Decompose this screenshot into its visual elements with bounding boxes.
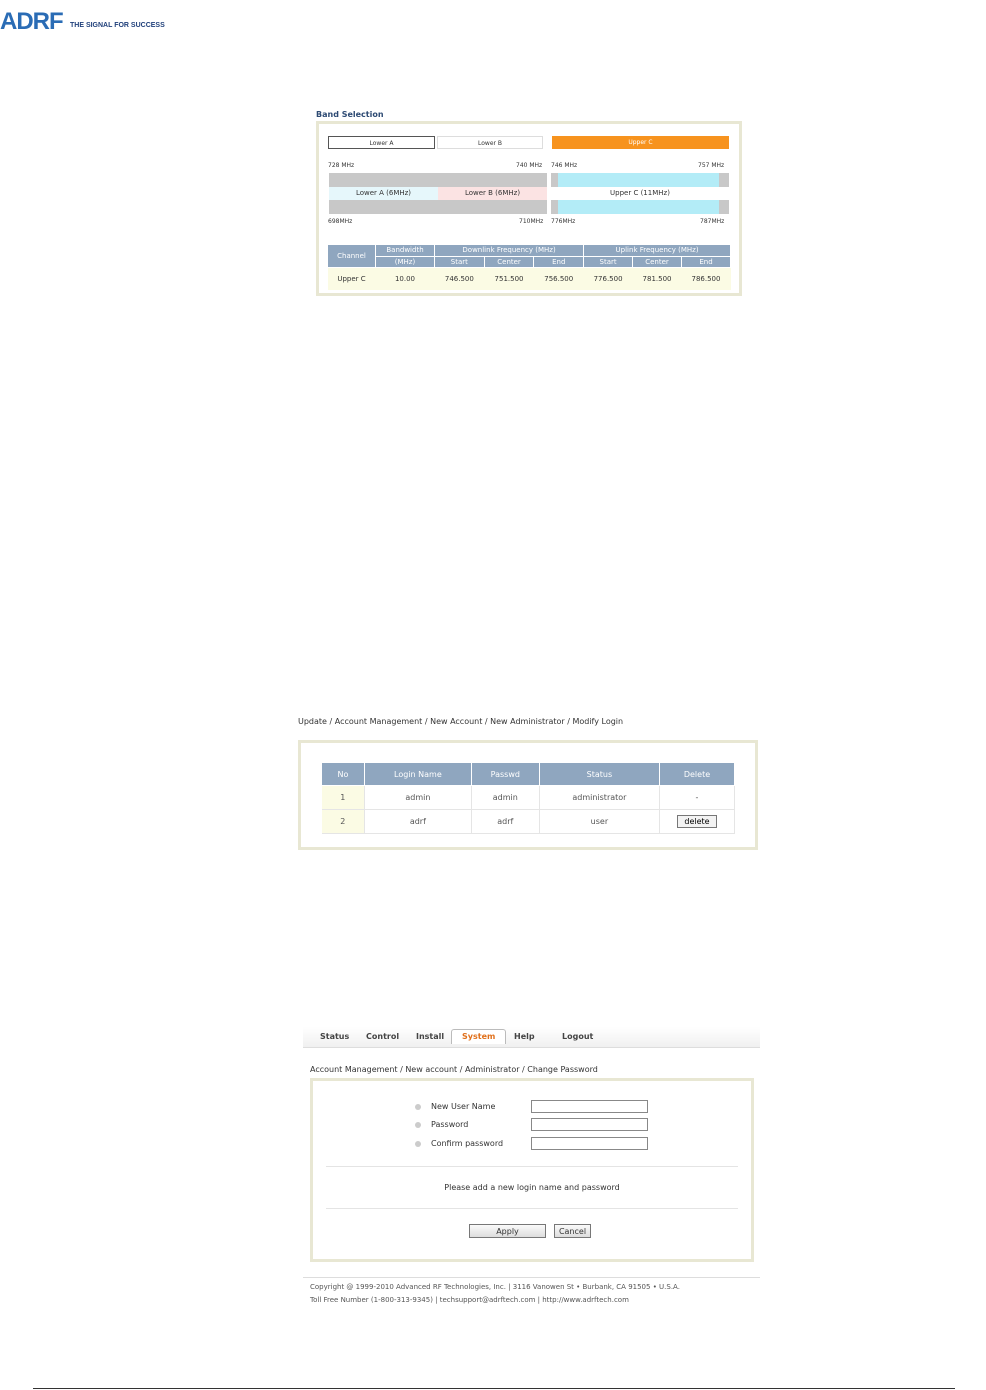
cell-bandwidth: 10.00: [376, 268, 435, 291]
freq-label-740: 740 MHz: [516, 162, 543, 169]
header-downlink: Downlink Frequency (MHz): [435, 245, 584, 257]
upper-c-button[interactable]: Upper C: [552, 136, 729, 149]
cell-login: admin: [365, 786, 472, 810]
confirm-password-input[interactable]: [531, 1137, 648, 1150]
footer-copyright: Copyright @ 1999-2010 Advanced RF Technologies, Inc. | 3116 Vanowen St • Burbank, CA 91505 • U.S.A.: [310, 1283, 680, 1291]
channel-table: [327, 244, 731, 290]
cell-no: 2: [322, 810, 365, 834]
header-status: Status: [539, 763, 659, 786]
lower-band-top-bar: [329, 173, 547, 187]
lower-a-segment: Lower A (6MHz): [329, 187, 438, 200]
upper-band-top-fill: [558, 173, 719, 187]
lower-b-button[interactable]: Lower B: [437, 136, 543, 149]
cell-dl-start: 746.500: [435, 268, 485, 291]
freq-label-698: 698MHz: [328, 218, 353, 225]
header-login-name: Login Name: [365, 763, 472, 786]
cell-status: user: [539, 810, 659, 834]
freq-label-746: 746 MHz: [551, 162, 578, 169]
form-message: Please add a new login name and password: [444, 1183, 620, 1192]
delete-button[interactable]: delete: [677, 815, 716, 828]
cell-passwd: admin: [471, 786, 539, 810]
breadcrumb: Update / Account Management / New Account / New Administrator / Modify Login: [298, 717, 624, 726]
freq-label-710: 710MHz: [519, 218, 544, 225]
table-row: [322, 810, 735, 834]
page-bottom-rule: [33, 1388, 955, 1389]
lower-band-bottom-bar: [329, 200, 547, 214]
confirm-password-label: Confirm password: [431, 1139, 504, 1148]
password-input[interactable]: [531, 1118, 648, 1131]
password-label: Password: [431, 1120, 469, 1129]
tab-system[interactable]: System: [451, 1029, 506, 1044]
header-passwd: Passwd: [471, 763, 539, 786]
tab-install[interactable]: Install: [416, 1032, 445, 1041]
header-ul-end: End: [682, 256, 731, 268]
cell-no: 1: [322, 786, 365, 810]
cell-ul-center: 781.500: [633, 268, 682, 291]
divider: [326, 1166, 738, 1167]
new-user-name-row: [415, 1102, 495, 1111]
band-selection-title: Band Selection: [316, 110, 384, 119]
lower-a-button[interactable]: Lower A: [328, 136, 435, 149]
cell-dl-center: 751.500: [484, 268, 534, 291]
breadcrumb: Account Management / New account / Administrator / Change Password: [310, 1065, 598, 1074]
cancel-button[interactable]: Cancel: [554, 1224, 591, 1238]
apply-button[interactable]: Apply: [469, 1224, 546, 1238]
table-row: [322, 786, 735, 810]
bullet-icon: [415, 1141, 421, 1147]
tab-logout[interactable]: Logout: [562, 1032, 594, 1041]
divider: [326, 1208, 738, 1209]
confirm-password-row: [415, 1139, 503, 1148]
cell-ul-start: 776.500: [584, 268, 633, 291]
bullet-icon: [415, 1122, 421, 1128]
account-table: [321, 762, 735, 834]
header-ul-center: Center: [633, 256, 682, 268]
cell-channel: Upper C: [328, 268, 376, 291]
freq-label-776: 776MHz: [551, 218, 576, 225]
header-uplink: Uplink Frequency (MHz): [584, 245, 731, 257]
adrf-logo: [0, 6, 180, 46]
header-no: No: [322, 763, 365, 786]
header-dl-end: End: [534, 256, 584, 268]
header-channel: Channel: [328, 245, 376, 268]
tab-status[interactable]: Status: [320, 1032, 350, 1041]
upper-band-bottom-fill: [558, 200, 719, 214]
header-delete: Delete: [660, 763, 735, 786]
new-user-name-label: New User Name: [431, 1102, 496, 1111]
header-bandwidth-unit: (MHz): [376, 256, 435, 268]
freq-label-728: 728 MHz: [328, 162, 355, 169]
lower-b-segment: Lower B (6MHz): [438, 187, 547, 200]
cell-delete: -: [660, 786, 735, 810]
table-row: [328, 268, 731, 291]
logo-text: ADRF: [0, 8, 63, 35]
footer-contact: Toll Free Number (1-800-313-9345) | techsupport@adrftech.com | http://www.adrftech.com: [310, 1296, 629, 1304]
new-user-name-input[interactable]: [531, 1100, 648, 1113]
cell-login: adrf: [365, 810, 472, 834]
cell-delete: [660, 810, 735, 834]
freq-label-757: 757 MHz: [698, 162, 725, 169]
upper-c-segment: Upper C (11MHz): [551, 187, 729, 200]
password-row: [415, 1120, 468, 1129]
tab-control[interactable]: Control: [366, 1032, 400, 1041]
header-dl-center: Center: [484, 256, 534, 268]
header-ul-start: Start: [584, 256, 633, 268]
cell-ul-end: 786.500: [682, 268, 731, 291]
cell-status: administrator: [539, 786, 659, 810]
tab-help[interactable]: Help: [514, 1032, 535, 1041]
cell-dl-end: 756.500: [534, 268, 584, 291]
header-bandwidth: Bandwidth: [376, 245, 435, 257]
logo-tagline: THE SIGNAL FOR SUCCESS: [70, 22, 165, 29]
header-dl-start: Start: [435, 256, 485, 268]
cell-passwd: adrf: [471, 810, 539, 834]
footer-divider: [303, 1277, 760, 1278]
freq-label-787: 787MHz: [700, 218, 725, 225]
bullet-icon: [415, 1104, 421, 1110]
